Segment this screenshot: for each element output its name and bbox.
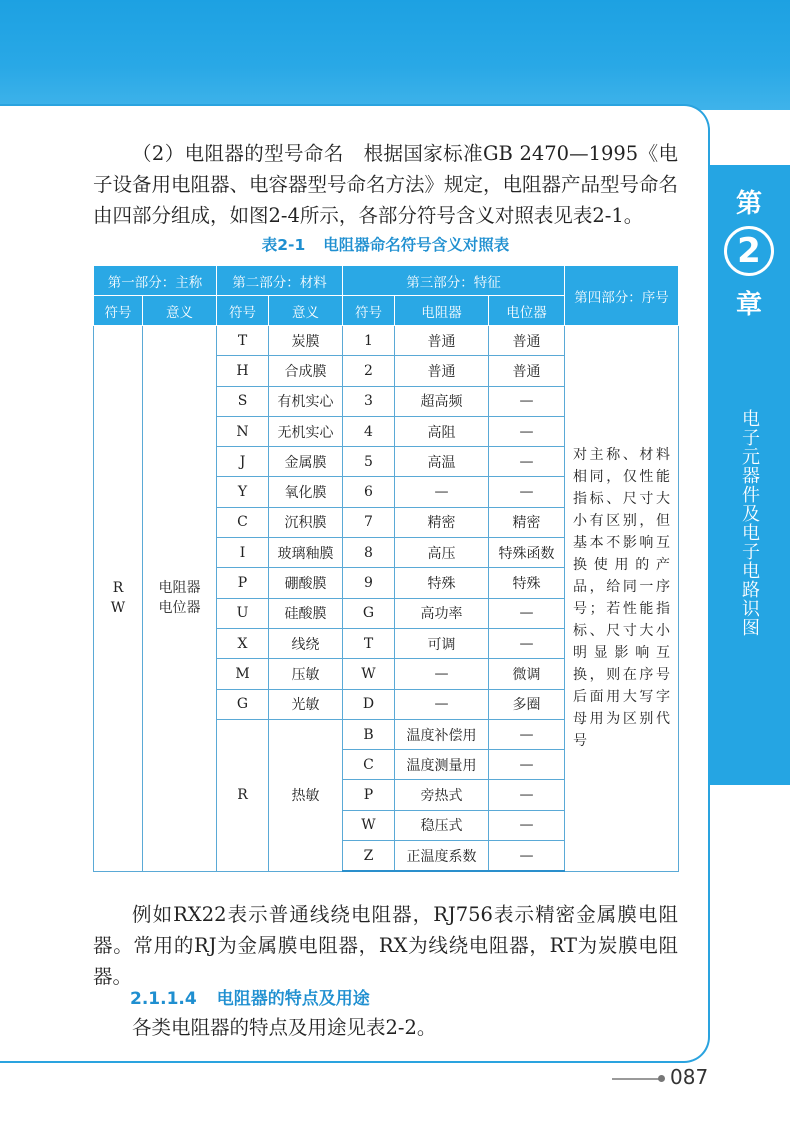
header-part2: 第二部分：材料 — [217, 266, 343, 296]
subheader-symbol-1: 符号 — [94, 296, 143, 326]
feature-potentiometer-cell: — — [489, 780, 565, 810]
paragraph-see-table: 各类电阻器的特点及用途见表2-2。 — [132, 1016, 437, 1039]
feature-potentiometer-cell: 普通 — [489, 356, 565, 386]
feature-potentiometer-cell: 普通 — [489, 326, 565, 356]
feature-potentiometer-cell: 特殊函数 — [489, 538, 565, 568]
feature-potentiometer-cell: — — [489, 750, 565, 780]
feature-resistor-cell: 超高频 — [395, 386, 489, 416]
section-title: 电阻器的特点及用途 — [216, 989, 370, 1009]
material-meaning-cell: 玻璃釉膜 — [269, 538, 343, 568]
feature-symbol-cell: 5 — [343, 447, 395, 477]
serial-note-cell: 对主称、材料相同，仅性能指标、尺寸大小有区别，但基本不影响互换使用的产品，给同一序号；若性能指标、尺寸大小明显影响互换，则在序号后面用大写字母用为区别代号 — [565, 326, 679, 872]
material-symbol-cell: Y — [217, 477, 269, 507]
section-number: 2.1.1.4 — [130, 989, 197, 1009]
top-banner — [0, 0, 790, 110]
feature-symbol-cell: P — [343, 780, 395, 810]
material-meaning-cell: 有机实心 — [269, 386, 343, 416]
material-meaning-cell: 合成膜 — [269, 356, 343, 386]
section-heading — [130, 984, 370, 1009]
feature-symbol-cell: W — [343, 659, 395, 689]
feature-resistor-cell: 高功率 — [395, 598, 489, 628]
material-meaning-cell: 炭膜 — [269, 326, 343, 356]
material-meaning-cell: 硅酸膜 — [269, 598, 343, 628]
material-meaning-cell: 光敏 — [269, 689, 343, 719]
material-symbol-cell: T — [217, 326, 269, 356]
feature-potentiometer-cell: — — [489, 386, 565, 416]
material-symbol-cell: C — [217, 507, 269, 537]
chapter-title: 电子元器件及电子电路识图 — [739, 409, 760, 637]
feature-potentiometer-cell: — — [489, 447, 565, 477]
main-meaning-cell: 电阻器 电位器 — [143, 326, 217, 872]
feature-resistor-cell: 普通 — [395, 356, 489, 386]
footer-dot — [658, 1075, 665, 1082]
header-part4: 第四部分：序号 — [565, 266, 679, 326]
feature-resistor-cell: 稳压式 — [395, 810, 489, 840]
feature-resistor-cell: — — [395, 477, 489, 507]
chapter-number: 2 — [724, 226, 774, 276]
feature-resistor-cell: 旁热式 — [395, 780, 489, 810]
feature-potentiometer-cell: — — [489, 598, 565, 628]
feature-resistor-cell: 温度测量用 — [395, 750, 489, 780]
material-symbol-cell: R — [217, 719, 269, 871]
table-caption — [93, 233, 678, 255]
feature-resistor-cell: — — [395, 689, 489, 719]
subheader-symbol-2: 符号 — [217, 296, 269, 326]
feature-potentiometer-cell: 多圈 — [489, 689, 565, 719]
feature-symbol-cell: 7 — [343, 507, 395, 537]
feature-symbol-cell: Z — [343, 841, 395, 872]
feature-symbol-cell: 4 — [343, 416, 395, 446]
chapter-side-tab — [708, 165, 790, 785]
header-part1: 第一部分：主称 — [94, 266, 217, 296]
feature-resistor-cell: 精密 — [395, 507, 489, 537]
feature-potentiometer-cell: — — [489, 719, 565, 749]
subheader-resistor: 电阻器 — [395, 296, 489, 326]
subheader-meaning-1: 意义 — [143, 296, 217, 326]
subheader-potentiometer: 电位器 — [489, 296, 565, 326]
feature-symbol-cell: 8 — [343, 538, 395, 568]
feature-potentiometer-cell: — — [489, 628, 565, 658]
paragraph-examples: 例如RX22表示普通线绕电阻器，RJ756表示精密金属膜电阻器。常用的RJ为金属膜电阻器，RX为线绕电阻器，RT为炭膜电阻器。 — [93, 903, 678, 988]
feature-potentiometer-cell: 微调 — [489, 659, 565, 689]
feature-resistor-cell: 高温 — [395, 447, 489, 477]
material-symbol-cell: H — [217, 356, 269, 386]
feature-resistor-cell: 高阻 — [395, 416, 489, 446]
naming-symbol-table — [93, 265, 679, 872]
paragraph-naming-intro: （2）电阻器的型号命名 根据国家标准GB 2470—1995《电子设备用电阻器、电容器型号命名方法》规定，电阻器产品型号命名由四部分组成，如图2-4所示，各部分符号含义对照表见表2-1。 — [93, 142, 679, 227]
material-symbol-cell: X — [217, 628, 269, 658]
feature-symbol-cell: B — [343, 719, 395, 749]
material-symbol-cell: S — [217, 386, 269, 416]
material-symbol-cell: P — [217, 568, 269, 598]
table-number: 表2-1 — [261, 236, 306, 254]
footer-rule — [612, 1078, 662, 1080]
table-row — [94, 326, 679, 356]
feature-symbol-cell: C — [343, 750, 395, 780]
material-meaning-cell: 氧化膜 — [269, 477, 343, 507]
material-symbol-cell: G — [217, 689, 269, 719]
material-symbol-cell: N — [217, 416, 269, 446]
feature-potentiometer-cell: 精密 — [489, 507, 565, 537]
material-symbol-cell: J — [217, 447, 269, 477]
material-meaning-cell: 硼酸膜 — [269, 568, 343, 598]
chapter-di-label: 第 — [735, 189, 762, 219]
feature-symbol-cell: D — [343, 689, 395, 719]
feature-symbol-cell: G — [343, 598, 395, 628]
feature-resistor-cell: 可调 — [395, 628, 489, 658]
feature-resistor-cell: 特殊 — [395, 568, 489, 598]
feature-symbol-cell: 6 — [343, 477, 395, 507]
chapter-zhang-label: 章 — [735, 290, 762, 320]
feature-symbol-cell: W — [343, 810, 395, 840]
feature-resistor-cell: 普通 — [395, 326, 489, 356]
feature-symbol-cell: 9 — [343, 568, 395, 598]
subheader-meaning-2: 意义 — [269, 296, 343, 326]
feature-potentiometer-cell: — — [489, 810, 565, 840]
material-symbol-cell: I — [217, 538, 269, 568]
feature-potentiometer-cell: — — [489, 477, 565, 507]
feature-symbol-cell: 3 — [343, 386, 395, 416]
feature-resistor-cell: — — [395, 659, 489, 689]
table-title: 电阻器命名符号含义对照表 — [323, 236, 510, 254]
feature-potentiometer-cell: 特殊 — [489, 568, 565, 598]
material-symbol-cell: M — [217, 659, 269, 689]
subheader-symbol-3: 符号 — [343, 296, 395, 326]
material-meaning-cell: 沉积膜 — [269, 507, 343, 537]
material-meaning-cell: 金属膜 — [269, 447, 343, 477]
page-number: 087 — [670, 1065, 709, 1089]
feature-potentiometer-cell: — — [489, 841, 565, 872]
material-meaning-cell: 压敏 — [269, 659, 343, 689]
feature-symbol-cell: 2 — [343, 356, 395, 386]
feature-symbol-cell: 1 — [343, 326, 395, 356]
feature-resistor-cell: 高压 — [395, 538, 489, 568]
feature-potentiometer-cell: — — [489, 416, 565, 446]
table-body — [94, 326, 679, 872]
feature-resistor-cell: 正温度系数 — [395, 841, 489, 872]
material-meaning-cell: 线绕 — [269, 628, 343, 658]
header-part3: 第三部分：特征 — [343, 266, 565, 296]
feature-symbol-cell: T — [343, 628, 395, 658]
feature-resistor-cell: 温度补偿用 — [395, 719, 489, 749]
main-symbol-cell: R W — [94, 326, 143, 872]
material-meaning-cell: 无机实心 — [269, 416, 343, 446]
material-meaning-cell: 热敏 — [269, 719, 343, 871]
material-symbol-cell: U — [217, 598, 269, 628]
